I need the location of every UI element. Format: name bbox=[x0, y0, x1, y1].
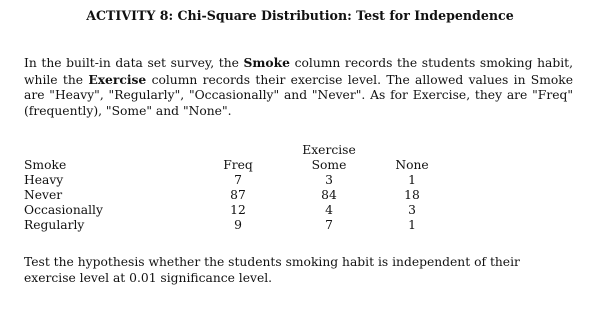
table-cell: 7 bbox=[234, 173, 242, 187]
table-cell: 84 bbox=[321, 188, 337, 202]
table-row bbox=[24, 218, 442, 233]
exercise-group-header: Exercise bbox=[302, 143, 356, 157]
row-label: Never bbox=[24, 188, 63, 202]
table-row bbox=[24, 188, 442, 203]
table-group-header-row bbox=[24, 143, 442, 158]
intro-text-3: column records their exercise level. The allowed values in Smoke are "Heavy", "Regularly", "Occasionally" and "Never". As for Exercise, they are "Freq" (frequently), "Some" and "None". bbox=[24, 72, 574, 118]
intro-text-1: In the built-in data set survey, the bbox=[24, 56, 244, 70]
activity-title: ACTIVITY 8: Chi-Square Distribution: Test for Independence bbox=[86, 8, 514, 23]
table-cell: 9 bbox=[234, 218, 242, 232]
intro-paragraph bbox=[24, 55, 573, 119]
table-cell: 3 bbox=[408, 203, 416, 217]
question-text: Test the hypothesis whether the students smoking habit is independent of their exercise level at 0.01 significance level. bbox=[24, 255, 520, 285]
table-row bbox=[24, 203, 442, 218]
row-label: Regularly bbox=[24, 218, 85, 232]
smoke-column-name: Smoke bbox=[243, 55, 290, 70]
row-label: Heavy bbox=[24, 173, 64, 187]
exercise-column-name: Exercise bbox=[88, 71, 147, 87]
intro-text-2: column records the students smoking habit, while the bbox=[24, 56, 573, 87]
table-cell: 12 bbox=[230, 203, 246, 217]
smoke-row-header: Smoke bbox=[24, 158, 67, 172]
table-cell: 18 bbox=[404, 188, 420, 202]
row-label: Occasionally bbox=[24, 203, 103, 217]
column-header-freq: Freq bbox=[223, 158, 253, 172]
table-row bbox=[24, 173, 442, 188]
table-cell: 3 bbox=[325, 173, 333, 187]
table-cell: 1 bbox=[408, 173, 416, 187]
table-cell: 7 bbox=[325, 218, 333, 232]
table-cell: 87 bbox=[230, 188, 246, 202]
table-header-row bbox=[24, 158, 442, 173]
table-cell: 1 bbox=[408, 218, 416, 232]
table-cell: 4 bbox=[325, 203, 333, 217]
column-header-some: Some bbox=[311, 158, 347, 172]
column-header-none: None bbox=[395, 158, 429, 172]
contingency-table bbox=[24, 143, 442, 233]
